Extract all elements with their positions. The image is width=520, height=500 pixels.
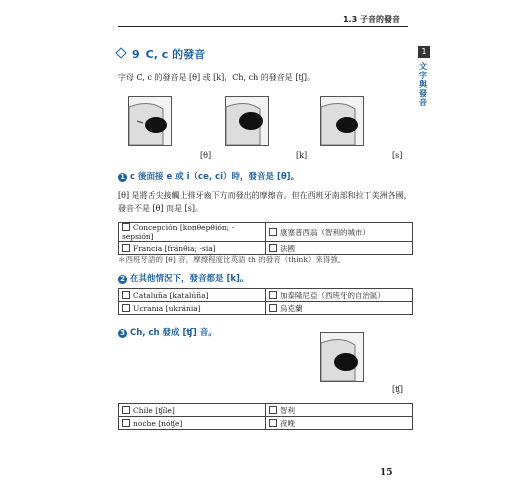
checkbox[interactable] xyxy=(269,228,277,236)
section-number: 9 xyxy=(132,48,140,61)
checkbox[interactable] xyxy=(269,406,277,414)
example-table-1 xyxy=(118,222,413,255)
chapter-tab: 1 xyxy=(418,46,430,58)
table-row xyxy=(119,417,413,430)
paragraph-1: [θ] 是將舌尖接觸上排牙齒下方而發出的摩擦音。但在西班牙南部和拉丁美洲各國，發音不是 [θ] 而是 [s]。 xyxy=(118,191,412,213)
mouth-diagram-k xyxy=(225,96,269,146)
diagram-label-k: [k] xyxy=(296,151,308,160)
example-spanish: Cataluña [katalúña] xyxy=(133,290,209,300)
subheading-2-number: 2 xyxy=(118,275,127,284)
example-spanish: Francia [fránθia; -sia] xyxy=(133,243,216,253)
chapter-side-text: 文字與發音 xyxy=(419,62,427,107)
example-chinese: 加泰隆尼亞（西班牙的自治區） xyxy=(280,290,385,300)
diagram-label-theta: [θ] xyxy=(200,151,212,160)
checkbox[interactable] xyxy=(122,244,130,252)
example-spanish: Ucrania [ukránia] xyxy=(133,303,201,313)
section-title-text: C, c 的發音 xyxy=(145,48,206,61)
header-title: 1.3 子音的發音 xyxy=(343,15,400,24)
subheading-1-number: 1 xyxy=(118,173,127,182)
example-table-2 xyxy=(118,288,413,315)
checkbox[interactable] xyxy=(269,304,277,312)
subheading-1-text: c 後面接 e 或 i（ce, ci）時，發音是 [θ]。 xyxy=(130,172,300,182)
checkbox[interactable] xyxy=(122,304,130,312)
example-chinese: 康塞普西翁（智利的城市） xyxy=(280,227,370,237)
diamond-icon xyxy=(115,47,126,58)
example-chinese: 智利 xyxy=(280,405,295,415)
checkbox[interactable] xyxy=(122,223,130,231)
checkbox[interactable] xyxy=(269,244,277,252)
mouth-diagram-s xyxy=(320,96,364,146)
table-row xyxy=(119,223,413,242)
checkbox[interactable] xyxy=(269,419,277,427)
example-table-3 xyxy=(118,403,413,430)
checkbox[interactable] xyxy=(122,406,130,414)
table-row xyxy=(119,404,413,417)
mouth-diagram-ch xyxy=(320,332,364,382)
note-1: ＊西班牙語的 [θ] 音，摩擦程度比英語 th 的發音（think）來得強。 xyxy=(118,255,346,264)
header-rule xyxy=(118,26,408,27)
checkbox[interactable] xyxy=(269,291,277,299)
page-number: 15 xyxy=(380,468,393,478)
section-title xyxy=(117,46,205,62)
example-spanish: Chile [ʧíle] xyxy=(133,405,175,415)
example-spanish: Concepción [konθepθión; -sepsión] xyxy=(122,223,235,241)
example-chinese: 法國 xyxy=(280,243,295,253)
example-spanish: noche [nóʧe] xyxy=(133,418,183,428)
subheading-3-text: Ch, ch 發成 [ʧ] 音。 xyxy=(130,328,217,338)
diagram-label-ch: [ʧ] xyxy=(392,385,404,394)
intro-text: 字母 C, c 的發音是 [θ] 或 [k]，Ch, ch 的發音是 [tʃ]。 xyxy=(118,73,315,82)
subheading-1 xyxy=(118,170,299,182)
table-row xyxy=(119,242,413,255)
table-row xyxy=(119,289,413,302)
subheading-3-number: 3 xyxy=(118,329,127,338)
subheading-2-text: 在其他情況下，發音都是 [k]。 xyxy=(130,274,249,284)
example-chinese: 夜晚 xyxy=(280,418,295,428)
subheading-3 xyxy=(118,326,217,338)
example-chinese: 烏克蘭 xyxy=(280,303,303,313)
table-row xyxy=(119,302,413,315)
mouth-diagram-theta xyxy=(128,96,172,146)
subheading-2 xyxy=(118,272,248,284)
running-header xyxy=(0,14,520,28)
checkbox[interactable] xyxy=(122,291,130,299)
checkbox[interactable] xyxy=(122,419,130,427)
diagram-label-s: [s] xyxy=(392,151,403,160)
